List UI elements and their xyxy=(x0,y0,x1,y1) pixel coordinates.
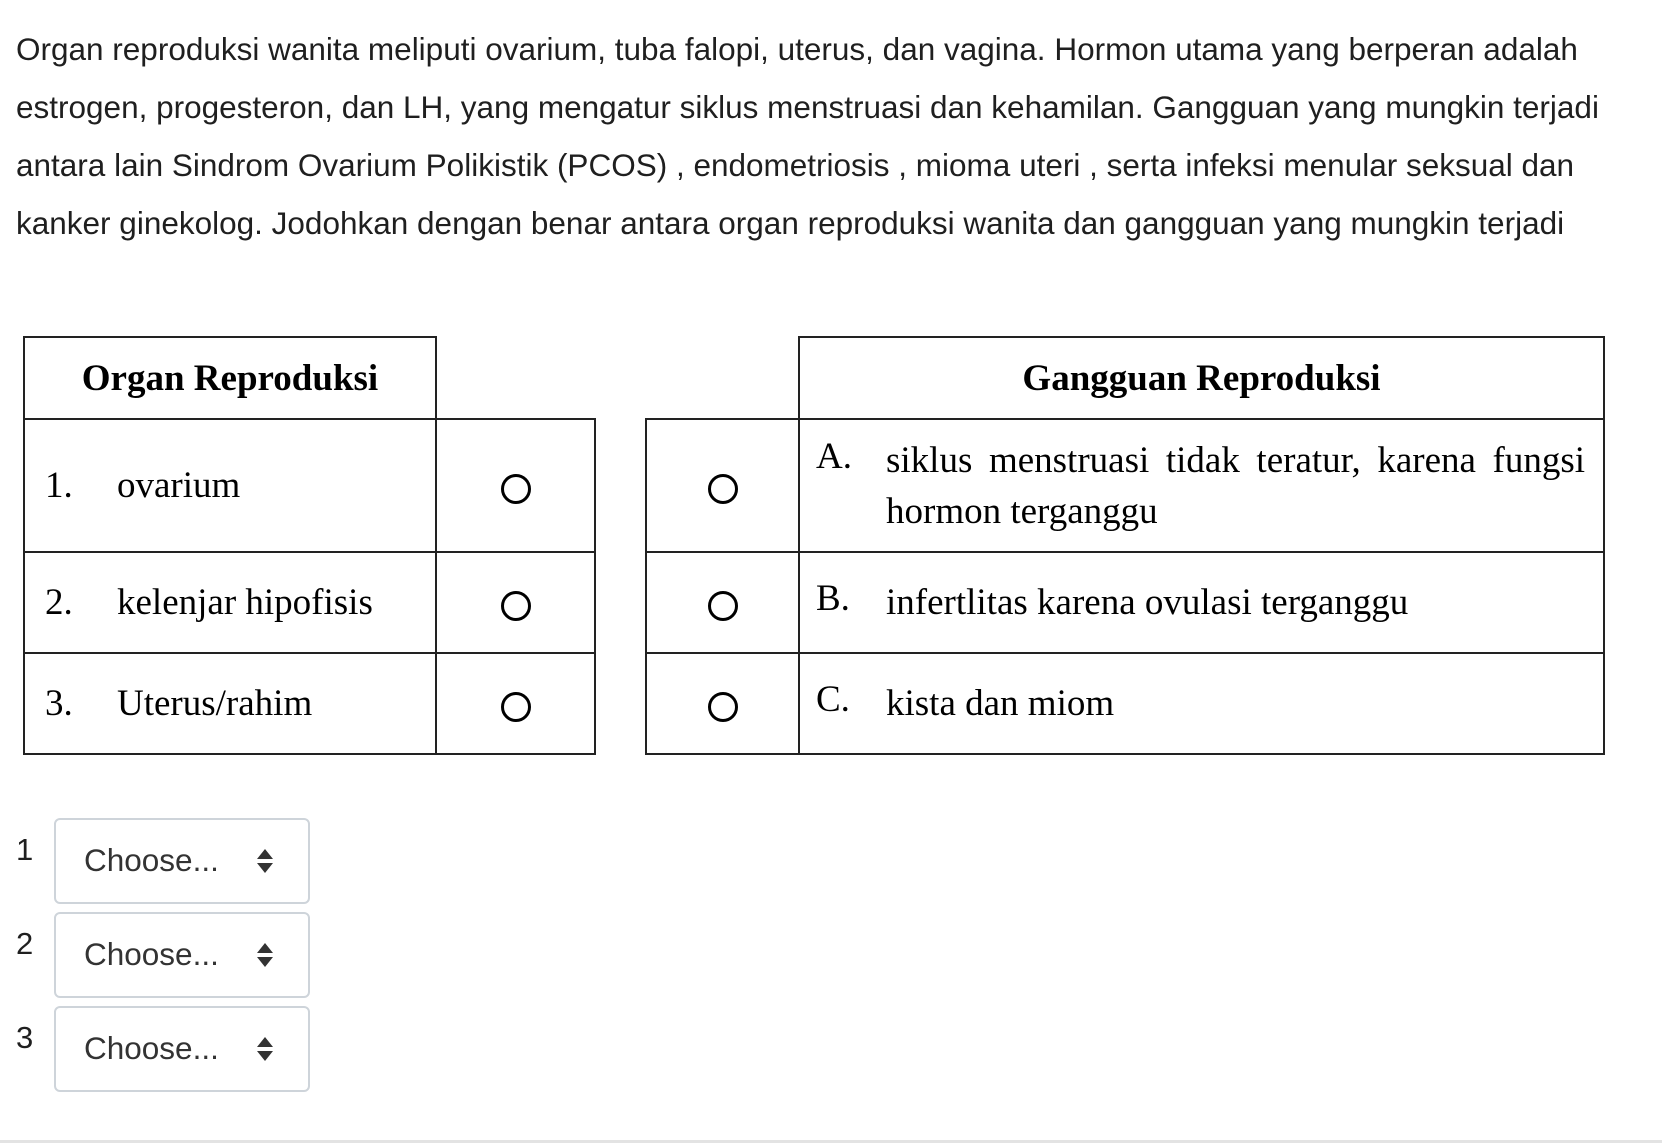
organ-item: 2. kelenjar hipofisis xyxy=(24,552,436,653)
table-row xyxy=(24,653,595,754)
organ-table-header: Organ Reproduksi xyxy=(24,337,436,419)
sort-caret-icon xyxy=(256,942,274,968)
table-row xyxy=(646,552,1604,653)
radio-circle-icon xyxy=(708,474,738,504)
answer-select-1[interactable] xyxy=(54,818,310,904)
divider xyxy=(0,1140,1662,1143)
disorder-table xyxy=(645,336,1605,755)
table-row xyxy=(646,653,1604,754)
sort-caret-icon xyxy=(256,1036,274,1062)
disorder-item: C. kista dan miom xyxy=(799,653,1604,754)
table-row xyxy=(24,552,595,653)
select-value: Choose... xyxy=(84,842,219,878)
answer-number: 2 xyxy=(16,926,34,961)
answer-number: 1 xyxy=(16,832,34,867)
answer-number: 3 xyxy=(16,1020,34,1055)
organ-table xyxy=(23,336,596,755)
answer-select-2[interactable] xyxy=(54,912,310,998)
organ-item: 1. ovarium xyxy=(24,419,436,552)
radio-circle-icon xyxy=(501,692,531,722)
table-row xyxy=(646,419,1604,552)
sort-caret-icon xyxy=(256,848,274,874)
radio-circle-icon xyxy=(708,591,738,621)
radio-circle-icon xyxy=(501,591,531,621)
table-row xyxy=(24,419,595,552)
answer-select-3[interactable] xyxy=(54,1006,310,1092)
radio-circle-icon xyxy=(708,692,738,722)
organ-item: 3. Uterus/rahim xyxy=(24,653,436,754)
radio-circle-icon xyxy=(501,474,531,504)
disorder-table-header: Gangguan Reproduksi xyxy=(799,337,1604,419)
select-value: Choose... xyxy=(84,936,219,972)
disorder-item: A. siklus menstruasi tidak teratur, karena fungsi hormon terganggu xyxy=(799,419,1604,552)
question-text: Organ reproduksi wanita meliputi ovarium, tuba falopi, uterus, dan vagina. Hormon utama yang berperan adalah estrogen, progesteron, dan LH, yang mengatur siklus menstruasi dan kehamilan. Gangguan yang mungkin terjadi antara lain Sindrom Ovarium Polikistik (PCOS) , endometriosis , mioma uteri , serta infeksi menular seksual dan kanker ginekolog. Jodohkan dengan benar antara organ reproduksi wanita dan gangguan yang mungkin terjadi xyxy=(16,31,1599,241)
select-value: Choose... xyxy=(84,1030,219,1066)
disorder-item: B. infertlitas karena ovulasi terganggu xyxy=(799,552,1604,653)
